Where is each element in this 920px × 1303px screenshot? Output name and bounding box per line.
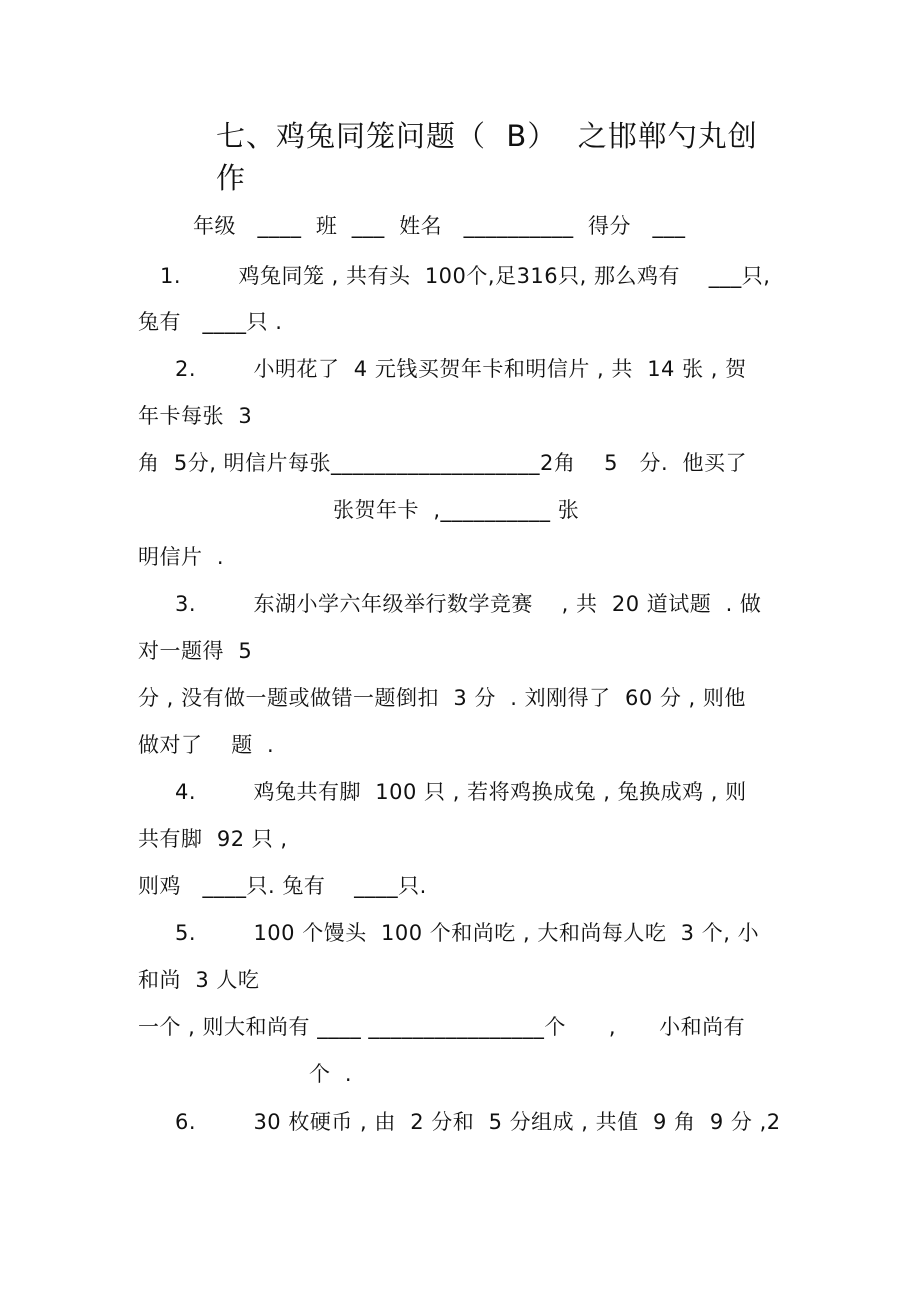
student-info-line: 年级 ____ 班 ___ 姓名 __________ 得分 ___: [193, 214, 686, 238]
question-2-line-4: 张贺年卡 ,__________ 张: [333, 498, 580, 522]
question-3-line-1: 3. 东湖小学六年级举行数学竞赛 , 共 20 道试题 . 做: [175, 592, 762, 616]
question-6-line-1: 6. 30 枚硬币 , 由 2 分和 5 分组成 , 共值 9 角 9 分 ,2: [175, 1110, 781, 1134]
question-3-line-4: 做对了 题 .: [138, 733, 275, 757]
question-5-line-3: 一个 , 则大和尚有 ____ ________________个 , 小和尚有: [138, 1015, 746, 1039]
question-5-line-4: 个 .: [309, 1062, 353, 1086]
question-2-line-2: 年卡每张 3: [138, 404, 253, 428]
question-4-line-2: 共有脚 92 只 ,: [138, 827, 288, 851]
question-4-line-3: 则鸡 ____只. 兔有 ____只.: [138, 874, 427, 898]
question-1-line-1: 1. 鸡兔同笼 , 共有头 100个,足316只, 那么鸡有 ___只,: [160, 264, 771, 288]
question-5-line-1: 5. 100 个馒头 100 个和尚吃 , 大和尚每人吃 3 个, 小: [175, 921, 760, 945]
document-title-line1: 七、鸡兔同笼问题（ B） 之邯郸勺丸创: [216, 119, 758, 153]
question-2-line-1: 2. 小明花了 4 元钱买贺年卡和明信片 , 共 14 张 , 贺: [175, 357, 747, 381]
question-3-line-2: 对一题得 5: [138, 639, 253, 663]
question-3-line-3: 分 , 没有做一题或做错一题倒扣 3 分 . 刘刚得了 60 分 , 则他: [138, 686, 746, 710]
question-1-line-2: 兔有 ____只 .: [138, 310, 283, 334]
document-title-line2: 作: [216, 161, 247, 195]
question-4-line-1: 4. 鸡兔共有脚 100 只 , 若将鸡换成兔 , 兔换成鸡 , 则: [175, 780, 747, 804]
question-2-line-5: 明信片 .: [138, 545, 225, 569]
question-2-line-3: 角 5分, 明信片每张___________________2角 5 分. 他买了: [138, 451, 748, 475]
question-5-line-2: 和尚 3 人吃: [138, 968, 260, 992]
